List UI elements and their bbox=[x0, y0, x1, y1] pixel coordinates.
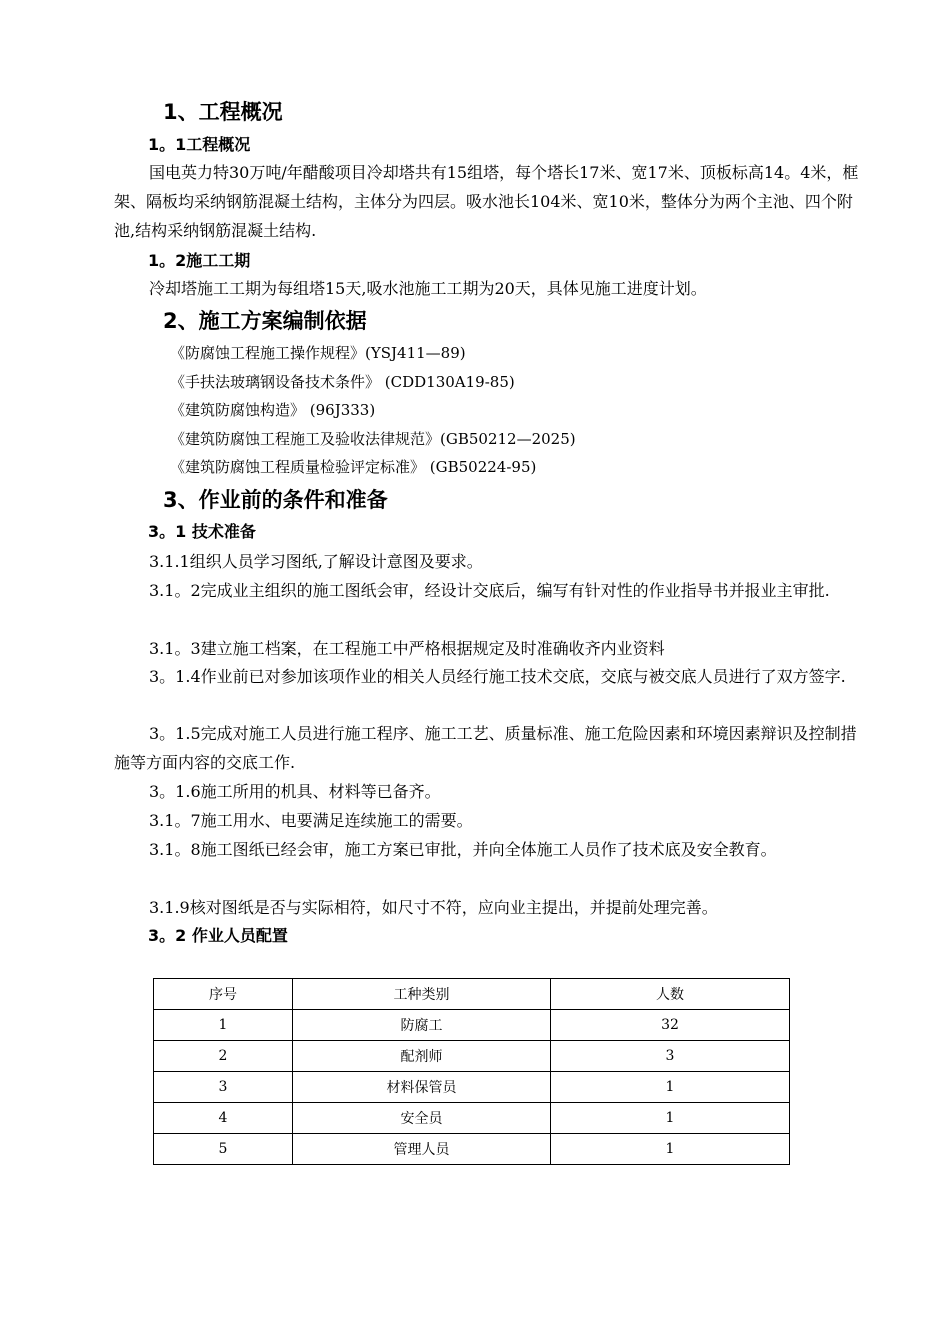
section-1-2-title: 1。2施工工期 bbox=[148, 251, 251, 270]
cell-trade: 防腐工 bbox=[293, 1010, 551, 1041]
section-1-2-paragraph: 冷却塔施工工期为每组塔15天,吸水池施工工期为20天，具体见施工进度计划。 bbox=[149, 279, 707, 298]
cell-number: 5 bbox=[154, 1134, 293, 1165]
cell-headcount: 1 bbox=[551, 1072, 790, 1103]
reference-item: 《建筑防腐蚀工程质量检验评定标准》 (GB50224-95) bbox=[170, 458, 537, 476]
cell-trade: 配剂师 bbox=[293, 1041, 551, 1072]
column-header-headcount: 人数 bbox=[551, 979, 790, 1010]
table-row bbox=[154, 1134, 790, 1165]
table-header-row bbox=[154, 979, 790, 1010]
tech-prep-item: 3.1。7施工用水、电要满足连续施工的需要。 bbox=[149, 811, 473, 830]
tech-prep-item: 3。1.4作业前已对参加该项作业的相关人员经行施工技术交底，交底与被交底人员进行了双方签字. bbox=[149, 667, 846, 686]
reference-item: 《手扶法玻璃钢设备技术条件》 (CDD130A19-85) bbox=[170, 373, 515, 391]
cell-number: 3 bbox=[154, 1072, 293, 1103]
table-row bbox=[154, 1041, 790, 1072]
table-row bbox=[154, 1072, 790, 1103]
reference-item: 《建筑防腐蚀构造》 (96J333) bbox=[170, 401, 376, 419]
tech-prep-item: 3.1。2完成业主组织的施工图纸会审，经设计交底后，编写有针对性的作业指导书并报业主审批. bbox=[149, 581, 830, 600]
cell-headcount: 1 bbox=[551, 1103, 790, 1134]
tech-prep-item: 3.1。8施工图纸已经会审，施工方案已审批，并向全体施工人员作了技术底及安全教育。 bbox=[149, 840, 777, 859]
staffing-table bbox=[153, 978, 790, 1165]
section-2-title: 2、施工方案编制依据 bbox=[163, 309, 367, 333]
section-1-title: 1、工程概况 bbox=[163, 100, 283, 124]
tech-prep-item: 3。1.6施工所用的机具、材料等已备齐。 bbox=[149, 782, 441, 801]
cell-headcount: 3 bbox=[551, 1041, 790, 1072]
column-header-trade: 工种类别 bbox=[293, 979, 551, 1010]
cell-trade: 材料保管员 bbox=[293, 1072, 551, 1103]
section-1-1-paragraph: 国电英力特30万吨/年醋酸项目冷却塔共有15组塔，每个塔长17米、宽17米、顶板标高14。4米，框架、隔板均采纳钢筋混凝土结构，主体分为四层。吸水池长104米、宽10米，整体分为两个主池、四个附池,结构采纳钢筋混凝土结构. bbox=[114, 163, 859, 240]
section-3-1-title: 3。1 技术准备 bbox=[148, 522, 256, 541]
column-header-number: 序号 bbox=[154, 979, 293, 1010]
tech-prep-item: 3。1.5完成对施工人员进行施工程序、施工工艺、质量标准、施工危险因素和环境因素辩识及控制措施等方面内容的交底工作. bbox=[114, 724, 857, 772]
cell-number: 4 bbox=[154, 1103, 293, 1134]
section-3-2-title: 3。2 作业人员配置 bbox=[148, 926, 288, 945]
cell-number: 2 bbox=[154, 1041, 293, 1072]
cell-number: 1 bbox=[154, 1010, 293, 1041]
tech-prep-item: 3.1.1组织人员学习图纸,了解设计意图及要求。 bbox=[149, 552, 483, 571]
cell-trade: 管理人员 bbox=[293, 1134, 551, 1165]
tech-prep-item: 3.1。3建立施工档案，在工程施工中严格根据规定及时准确收齐内业资料 bbox=[149, 639, 665, 658]
cell-headcount: 1 bbox=[551, 1134, 790, 1165]
table-row bbox=[154, 1010, 790, 1041]
tech-prep-item: 3.1.9核对图纸是否与实际相符，如尺寸不符，应向业主提出，并提前处理完善。 bbox=[149, 898, 718, 917]
cell-headcount: 32 bbox=[551, 1010, 790, 1041]
cell-trade: 安全员 bbox=[293, 1103, 551, 1134]
section-1-1-title: 1。1工程概况 bbox=[148, 135, 251, 154]
section-3-title: 3、作业前的条件和准备 bbox=[163, 488, 388, 512]
reference-item: 《防腐蚀工程施工操作规程》(YSJ411—89) bbox=[170, 344, 466, 362]
reference-item: 《建筑防腐蚀工程施工及验收法律规范》(GB50212—2025) bbox=[170, 430, 576, 448]
table-row bbox=[154, 1103, 790, 1134]
